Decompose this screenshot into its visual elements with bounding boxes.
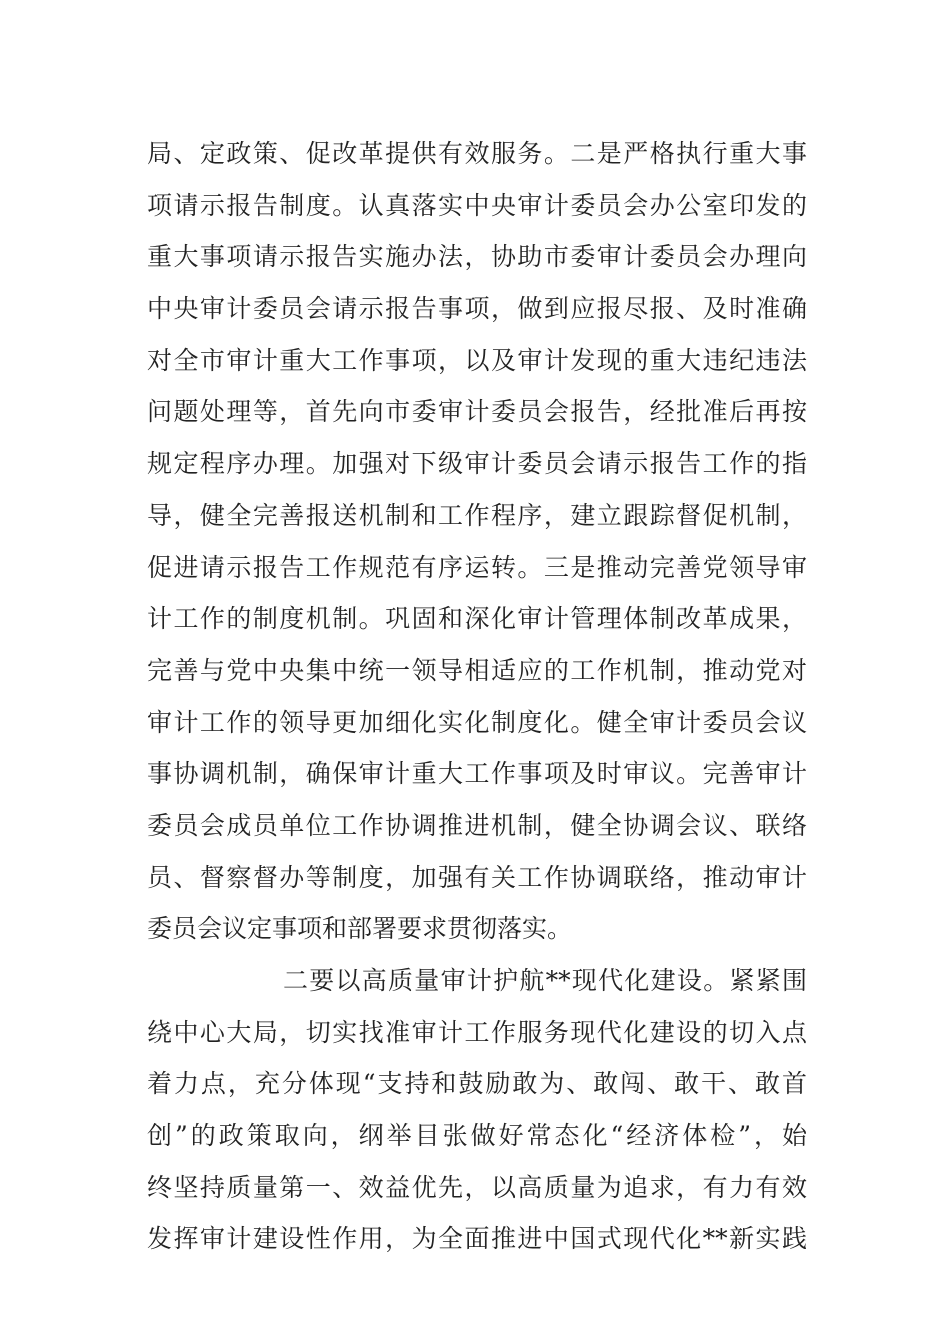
text-line: 委员会成员单位工作协调推进机制，健全协调会议、联络 — [147, 810, 807, 840]
text-line: 计工作的制度机制。巩固和深化审计管理体制改革成果， — [147, 604, 807, 634]
text-line: 完善与党中央集中统一领导相适应的工作机制，推动党对 — [147, 655, 807, 685]
text-line: 中央审计委员会请示报告事项，做到应报尽报、及时准确 — [147, 294, 807, 324]
text-line: 二要以高质量审计护航**现代化建设。紧紧围 — [283, 966, 807, 995]
text-line: 创”的政策取向，纲举目张做好常态化“经济体检”，始 — [147, 1121, 807, 1151]
text-line: 局、定政策、促改革提供有效服务。二是严格执行重大事 — [147, 139, 807, 168]
text-line: 导，健全完善报送机制和工作程序，建立跟踪督促机制， — [147, 500, 807, 530]
body-text — [147, 128, 807, 1265]
text-line: 事协调机制，确保审计重大工作事项及时审议。完善审计 — [147, 759, 807, 789]
text-line: 着力点，充分体现“支持和鼓励敢为、敢闯、敢干、敢首 — [147, 1069, 807, 1099]
text-line: 终坚持质量第一、效益优先，以高质量为追求，有力有效 — [147, 1172, 807, 1202]
text-line: 规定程序办理。加强对下级审计委员会请示报告工作的指 — [147, 449, 807, 479]
text-line: 重大事项请示报告实施办法，协助市委审计委员会办理向 — [147, 242, 807, 272]
text-line: 问题处理等，首先向市委审计委员会报告，经批准后再按 — [147, 397, 807, 427]
text-line: 委员会议定事项和部署要求贯彻落实。 — [147, 914, 573, 944]
text-line: 促进请示报告工作规范有序运转。三是推动完善党领导审 — [147, 552, 807, 582]
text-line: 项请示报告制度。认真落实中央审计委员会办公室印发的 — [147, 190, 807, 220]
text-line: 绕中心大局，切实找准审计工作服务现代化建设的切入点 — [147, 1017, 807, 1047]
text-line: 员、督察督办等制度，加强有关工作协调联络，推动审计 — [147, 862, 807, 892]
text-line: 审计工作的领导更加细化实化制度化。健全审计委员会议 — [147, 707, 807, 737]
text-line: 对全市审计重大工作事项，以及审计发现的重大违纪违法 — [147, 345, 807, 375]
text-line: 发挥审计建设性作用，为全面推进中国式现代化**新实践 — [147, 1224, 807, 1254]
